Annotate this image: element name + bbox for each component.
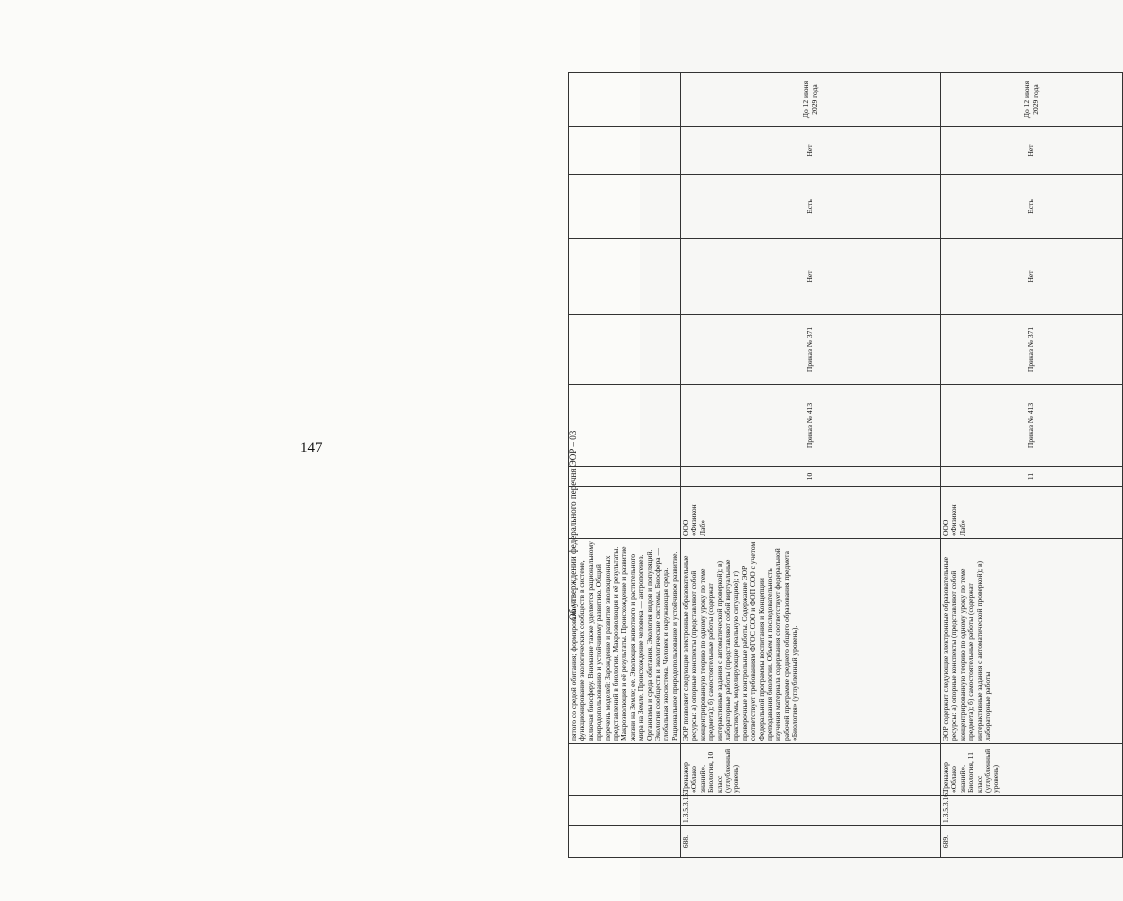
cell-index: 689.: [941, 826, 1123, 858]
cell-order-1: Приказ № 413: [681, 385, 941, 467]
cell-col-10: [569, 175, 681, 239]
cell-col-11: [569, 127, 681, 175]
cell-index: [569, 826, 681, 858]
cell-order-1: Приказ № 413: [941, 385, 1123, 467]
cell-index: 688.: [681, 826, 941, 858]
cell-col-11: Нет: [941, 127, 1123, 175]
cell-order-2: Приказ № 371: [681, 315, 941, 385]
page-number: 147: [300, 440, 323, 456]
cell-organization: ООО «Физикон Лаб»: [681, 487, 941, 539]
eor-register-table: [568, 72, 1123, 858]
cell-order-2: [569, 315, 681, 385]
cell-col-10: Есть: [941, 175, 1123, 239]
footer-note: Об утверждении федерального перечня ЭОР – 03: [568, 430, 578, 620]
cell-col-9: Нет: [941, 239, 1123, 315]
table-row: [941, 73, 1123, 858]
cell-name: [569, 744, 681, 796]
cell-description: пятого со средой обитания; формирование и функционирование экологических сообществ в системе, включая биосферу. Внимание также уделяется рациональному природопользованию и устойчивому развитию. Общий перечень моделей: Зарождение и развитие эволюционных представлений в биологии. Макроэволюция и её результаты. Макроэволюция и её результаты. Происхождение и развитие жизни на Земле; ее. Эволюция животного и растительного мира на Земле. Происхождение человека — антропогенез. Организмы и среда обитания. Экология видов и популяций. Экология сообществ и экологические системы. Биосфера — глобальная экосистема. Человек и окружающая среда. Рациональное природопользование и устойчивое развитие.: [569, 539, 681, 744]
cell-deadline: До 12 июня 2029 года: [681, 73, 941, 127]
cell-name: Тренажер «Облако знаний». Биология, 10 класс (углубленный уровень): [681, 744, 941, 796]
cell-deadline: [569, 73, 681, 127]
cell-organization: ООО «Физикон Лаб»: [941, 487, 1123, 539]
cell-grade: 11: [941, 467, 1123, 487]
cell-organization: [569, 487, 681, 539]
cell-code: [569, 796, 681, 826]
cell-code: 1.3.5.3.15.: [681, 796, 941, 826]
cell-order-1: [569, 385, 681, 467]
cell-code: 1.3.5.3.16.: [941, 796, 1123, 826]
cell-description: ЭОР содержит следующие электронные образовательные ресурсы: а) опорные конспекты (представляют собой концентрированную теорию по одному уроку по теме предмета); б) самостоятельные работы (содержат интерактивные задания с автоматической проверкой); в) лабораторные работы: [941, 539, 1123, 744]
cell-name: Тренажер «Облако знаний». Биология, 11 класс (углубленный уровень): [941, 744, 1123, 796]
table-row: [569, 73, 681, 858]
cell-description: ЭОР позволяет следующие электронные образовательные ресурсы: а) опорные конспекты (представляют собой концентрированную теорию по одному уроку по теме предмета); б) самостоятельные работы (содержат интерактивные задания с автоматической проверкой); в) лабораторные работы (представляют собой виртуальные практикумы, моделирующие реальную ситуацию); г) проверочные и контрольные работы. Содержание ЭОР соответствует требованиям ФГОС СОО и ФОП СОО с учетом Федеральной программы воспитания и Концепции преподавания биологии. Объем и последовательность изучения материала содержания соответствует федеральной рабочей программе среднего общего образования предмета «Биология» (углубленный уровень).: [681, 539, 941, 744]
cell-col-11: Нет: [681, 127, 941, 175]
cell-col-9: [569, 239, 681, 315]
cell-order-2: Приказ № 371: [941, 315, 1123, 385]
rotated-table-wrapper: [568, 73, 1080, 858]
cell-deadline: До 12 июня 2029 года: [941, 73, 1123, 127]
cell-col-9: Нет: [681, 239, 941, 315]
cell-col-10: Есть: [681, 175, 941, 239]
cell-grade: 10: [681, 467, 941, 487]
table-row: [681, 73, 941, 858]
cell-grade: [569, 467, 681, 487]
